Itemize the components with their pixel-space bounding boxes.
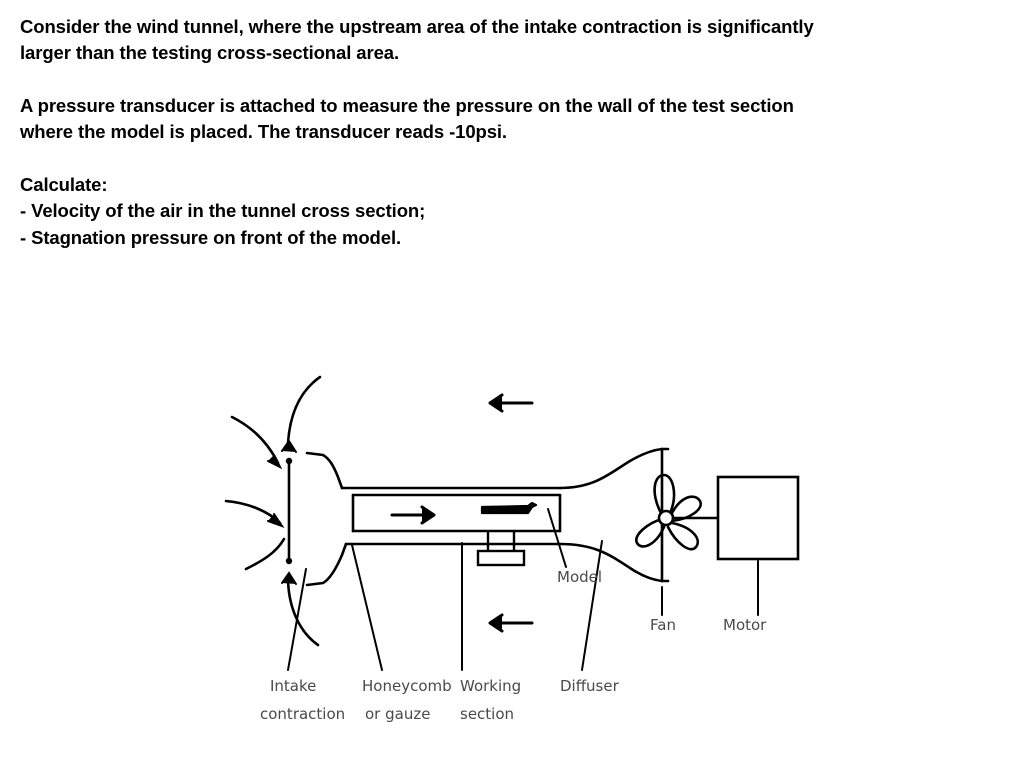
- paragraph-1: [20, 14, 1010, 67]
- text-line: Consider the wind tunnel, where the upstream area of the intake contraction is significantly: [20, 16, 814, 37]
- text-line: A pressure transducer is attached to measure the pressure on the wall of the test section: [20, 94, 794, 116]
- top-inflow-arrow: [490, 395, 532, 411]
- text-line: larger than the testing cross-sectional area.: [20, 42, 399, 64]
- pressure-transducer: [478, 531, 524, 565]
- text-line: where the model is placed. The transducer reads -10psi.: [20, 121, 507, 143]
- label-motor: Motor: [723, 616, 767, 634]
- paragraph-2: [20, 93, 1010, 146]
- paragraph-3: [20, 172, 1010, 251]
- wind-tunnel-diagram: [210, 355, 850, 755]
- motor-box: [718, 477, 798, 559]
- label-diffuser: Diffuser: [560, 677, 619, 695]
- bottom-return-arrow: [490, 615, 532, 631]
- label-working-line2: section: [460, 705, 515, 723]
- label-honeycomb-line1: Honeycomb: [362, 677, 452, 695]
- model-shape: [482, 503, 536, 513]
- label-fan: Fan: [650, 616, 676, 634]
- spacer: [20, 67, 1010, 93]
- label-intake-line2: contraction: [260, 705, 346, 723]
- label-model: Model: [557, 568, 603, 586]
- fan-assembly: [636, 449, 718, 581]
- label-honeycomb-line2: or gauze: [365, 705, 431, 723]
- text-line: Calculate:: [20, 173, 108, 195]
- inflow-streamlines: [226, 377, 320, 645]
- label-working-line1: Working: [460, 677, 522, 695]
- text-line: - Stagnation pressure on front of the model.: [20, 226, 402, 248]
- text-line: - Velocity of the air in the tunnel cross section;: [20, 200, 426, 222]
- spacer: [20, 146, 1010, 172]
- problem-statement: [20, 14, 1010, 251]
- label-leader-lines: [288, 509, 758, 670]
- test-section-flow-arrow: [392, 507, 434, 523]
- label-intake-line1: Intake: [270, 677, 317, 695]
- figure-labels: [260, 568, 767, 723]
